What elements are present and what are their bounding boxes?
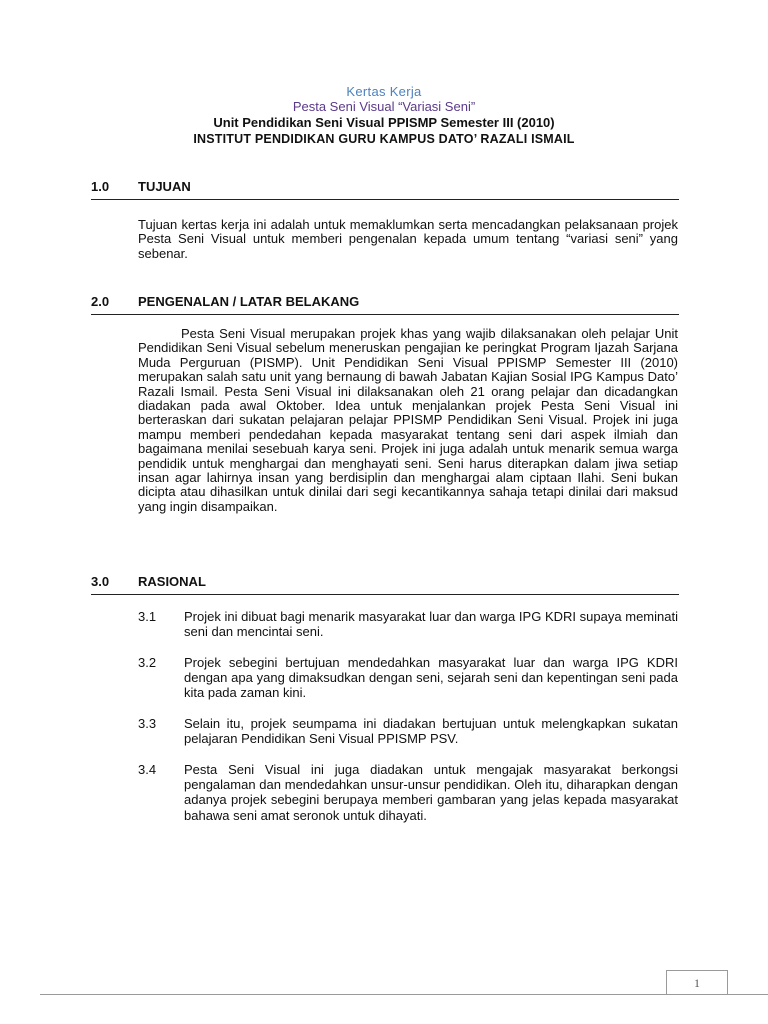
rasional-item-text: Pesta Seni Visual ini juga diadakan untuk mengajak masyarakat berkongsi pengalaman dan mendedahkan unsur-unsur pendidikan. Oleh itu, diharapkan dengan adanya projek sebegini berupaya memberi gambaran yang jelas kepada masyarakat bahawa seni amat seronok untuk dihayati. xyxy=(184,762,678,823)
rasional-item-number: 3.4 xyxy=(138,762,157,777)
event-title: Pesta Seni Visual “Variasi Seni” xyxy=(292,99,476,114)
section-number: 3.0 xyxy=(91,574,110,589)
rasional-item-number: 3.2 xyxy=(138,655,157,670)
rasional-item-text: Projek sebegini bertujuan mendedahkan masyarakat luar dan warga IPG KDRI dengan apa yang dimaksudkan dengan seni, sejarah seni dan kepentingan seni pada kita pada zaman kini. xyxy=(184,655,678,701)
footer-divider xyxy=(40,994,768,995)
section-heading-pengenalan xyxy=(91,292,679,315)
rasional-item-text: Selain itu, projek seumpama ini diadakan bertujuan untuk melengkapkan sukatan pelajaran Pendidikan Seni Visual PPISMP PSV. xyxy=(184,716,678,747)
document-title: Kertas Kerja xyxy=(346,84,422,99)
section-heading-rasional xyxy=(91,572,679,595)
section-title: TUJUAN xyxy=(138,179,191,194)
section-title: PENGENALAN / LATAR BELAKANG xyxy=(138,294,360,309)
section-title: RASIONAL xyxy=(138,574,206,589)
rasional-item-number: 3.1 xyxy=(138,609,157,624)
rasional-item-text: Projek ini dibuat bagi menarik masyarakat luar dan warga IPG KDRI supaya meminati seni dan mencintai seni. xyxy=(184,609,678,640)
section-body-tujuan: Tujuan kertas kerja ini adalah untuk memaklumkan serta mencadangkan pelaksanaan projek Pesta Seni Visual untuk memberi pengenalan kepada umum tentang “variasi seni” yang sebenar. xyxy=(138,217,678,261)
institute-title: INSTITUT PENDIDIKAN GURU KAMPUS DATO’ RAZALI ISMAIL xyxy=(193,132,575,146)
unit-title: Unit Pendidikan Seni Visual PPISMP Semester III (2010) xyxy=(213,115,555,130)
page-number: 1 xyxy=(694,976,700,990)
section-number: 2.0 xyxy=(91,294,110,309)
section-heading-tujuan xyxy=(91,177,679,200)
section-number: 1.0 xyxy=(91,179,110,194)
rasional-item-number: 3.3 xyxy=(138,716,157,731)
section-body-pengenalan: Pesta Seni Visual merupakan projek khas yang wajib dilaksanakan oleh pelajar Unit Pendidikan Seni Visual sebelum meneruskan pengajian ke peringkat Program Ijazah Sarjana Muda Perguruan (PISMP). Unit Pendidikan Seni Visual PPISMP Semester III (2010) merupakan salah satu unit yang bernaung di bawah Jabatan Kajian Sosial IPG Kampus Dato’ Razali Ismail. Pesta Seni Visual ini dilaksanakan oleh 21 orang pelajar dan dicadangkan diadakan pada awal Oktober. Idea untuk menjalankan projek Pesta Seni Visual ini berteraskan dari sukatan pelajaran pelajar PPISMP Pendidikan Seni Visual. Projek ini juga mampu memberi pendedahan kepada masyarakat tentang seni dari aspek ilmiah dan bagaimana menilai sesebuah karya seni. Projek ini juga adalah untuk menarik semua warga pendidik untuk menghargai dan menghayati seni. Seni harus diterapkan dalam jiwa setiap insan agar lahirnya insan yang berdisiplin dan menghargai alam ciptaan Ilahi. Seni bukan dicipta atau dihasilkan untuk dinilai dari segi kecantikannya sahaja tetapi dinilai dari maksud yang ingin disampaikan. xyxy=(138,326,678,514)
page-number-box xyxy=(666,970,728,995)
